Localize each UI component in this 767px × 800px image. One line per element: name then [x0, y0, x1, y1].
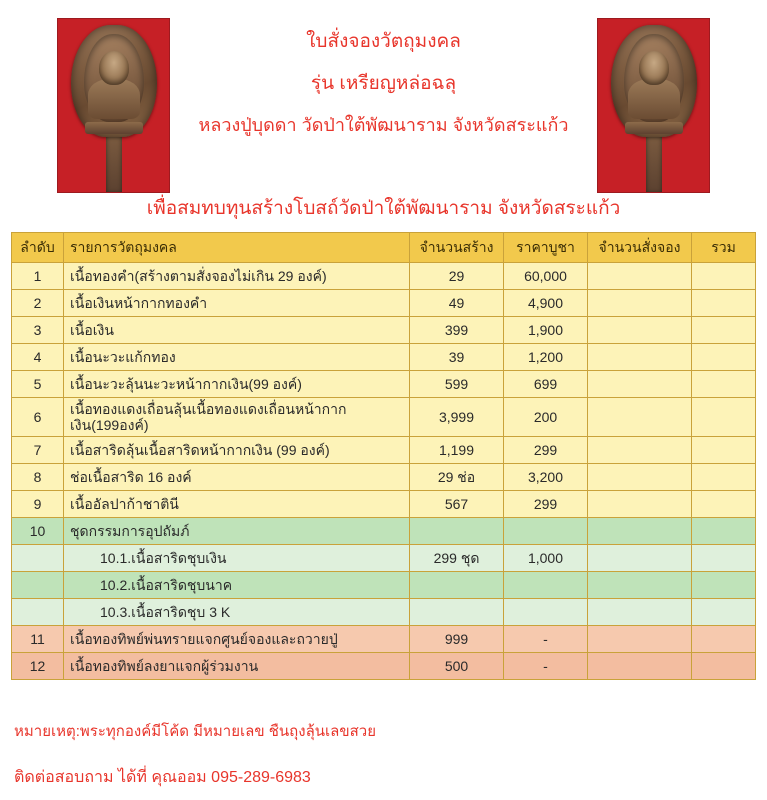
table-row	[12, 398, 756, 437]
cell-desc: เนื้อเงิน	[64, 317, 410, 344]
col-header-desc: รายการวัตถุมงคล	[64, 233, 410, 263]
cell-no: 11	[12, 626, 64, 653]
cell-total[interactable]	[692, 398, 756, 437]
cell-desc: เนื้อนะวะลุ้นนะวะหน้ากากเงิน(99 องค์)	[64, 371, 410, 398]
table-row	[12, 464, 756, 491]
cell-order[interactable]	[588, 437, 692, 464]
cell-price: 1,900	[504, 317, 588, 344]
header	[0, 0, 767, 220]
items-table-head	[12, 233, 756, 263]
cell-desc: เนื้อเงินหน้ากากทองคำ	[64, 290, 410, 317]
footer-contact: ติดต่อสอบถาม ได้ที่ คุณออม 095-289-6983	[14, 769, 311, 786]
cell-price: 1,000	[504, 545, 588, 572]
col-header-made: จำนวนสร้าง	[410, 233, 504, 263]
cell-price: -	[504, 653, 588, 680]
cell-total[interactable]	[692, 371, 756, 398]
cell-made: 500	[410, 653, 504, 680]
table-row	[12, 491, 756, 518]
cell-made: 567	[410, 491, 504, 518]
cell-price: 4,900	[504, 290, 588, 317]
footer	[14, 719, 754, 790]
cell-order[interactable]	[588, 344, 692, 371]
cell-no: 2	[12, 290, 64, 317]
cell-price: 60,000	[504, 263, 588, 290]
cell-no	[12, 545, 64, 572]
cell-total[interactable]	[692, 626, 756, 653]
cell-order[interactable]	[588, 371, 692, 398]
items-table-wrap	[11, 232, 756, 680]
cell-order[interactable]	[588, 653, 692, 680]
cell-order[interactable]	[588, 464, 692, 491]
cell-order[interactable]	[588, 491, 692, 518]
amulet-ribbon-right	[625, 122, 683, 134]
table-row	[12, 263, 756, 290]
cell-desc: เนื้อทองคำ(สร้างตามสั่งจองไม่เกิน 29 องค์)	[64, 263, 410, 290]
cell-no	[12, 599, 64, 626]
cell-price	[504, 599, 588, 626]
cell-price	[504, 518, 588, 545]
table-header-row	[12, 233, 756, 263]
cell-price: 1,200	[504, 344, 588, 371]
cell-price: 3,200	[504, 464, 588, 491]
cell-made: 29 ช่อ	[410, 464, 504, 491]
cell-desc: เนื้ออัลปาก้าชาตินี	[64, 491, 410, 518]
cell-total[interactable]	[692, 599, 756, 626]
cell-total[interactable]	[692, 491, 756, 518]
cell-made	[410, 572, 504, 599]
purpose-subtitle: เพื่อสมทบทุนสร้างโบสถ์วัดป่าใต้พัฒนาราม จังหวัดสระแก้ว	[146, 198, 621, 219]
items-table	[11, 232, 756, 680]
cell-order[interactable]	[588, 572, 692, 599]
cell-desc: ชุดกรรมการอุปถัมภ์	[64, 518, 410, 545]
table-row	[12, 437, 756, 464]
items-table-body	[12, 263, 756, 680]
cell-price: 699	[504, 371, 588, 398]
cell-made: 39	[410, 344, 504, 371]
cell-total[interactable]	[692, 263, 756, 290]
footer-note: หมายเหตุ:พระทุกองค์มีโค้ด มีหมายเลข ชืนถุงลุ้นเลขสวย	[14, 723, 376, 740]
table-row	[12, 545, 756, 572]
cell-made: 3,999	[410, 398, 504, 437]
cell-order[interactable]	[588, 626, 692, 653]
cell-made: 299 ชุด	[410, 545, 504, 572]
cell-order[interactable]	[588, 263, 692, 290]
cell-no	[12, 572, 64, 599]
cell-no: 3	[12, 317, 64, 344]
header-text-block	[140, 30, 627, 154]
table-row	[12, 371, 756, 398]
col-header-order: จำนวนสั่งจอง	[588, 233, 692, 263]
cell-made: 999	[410, 626, 504, 653]
cell-made: 399	[410, 317, 504, 344]
cell-total[interactable]	[692, 518, 756, 545]
cell-desc: 10.2.เนื้อสาริดชุบนาค	[64, 572, 410, 599]
cell-desc: เนื้อสาริดลุ้นเนื้อสาริดหน้ากากเงิน (99 องค์)	[64, 437, 410, 464]
cell-total[interactable]	[692, 572, 756, 599]
amulet-face-left	[99, 51, 129, 85]
table-row	[12, 626, 756, 653]
amulet-tail-left	[106, 131, 122, 193]
cell-no: 6	[12, 398, 64, 437]
temple-title: หลวงปู่บุดดา วัดป่าใต้พัฒนาราม จังหวัดสระแก้ว	[198, 114, 569, 135]
cell-made	[410, 518, 504, 545]
cell-total[interactable]	[692, 653, 756, 680]
amulet-ribbon-left	[85, 122, 143, 134]
cell-desc: 10.1.เนื้อสาริดชุบเงิน	[64, 545, 410, 572]
table-row	[12, 317, 756, 344]
cell-desc: เนื้อนะวะแก้กทอง	[64, 344, 410, 371]
col-header-price: ราคาบูชา	[504, 233, 588, 263]
cell-no: 8	[12, 464, 64, 491]
cell-no: 4	[12, 344, 64, 371]
cell-total[interactable]	[692, 545, 756, 572]
table-row	[12, 290, 756, 317]
cell-order[interactable]	[588, 317, 692, 344]
cell-desc: เนื้อทองทิพย์พ่นทรายแจกศูนย์จองและถวายปู่	[64, 626, 410, 653]
table-row	[12, 344, 756, 371]
cell-desc: 10.3.เนื้อสาริดชุบ 3 K	[64, 599, 410, 626]
amulet-body-left	[88, 79, 140, 119]
cell-order[interactable]	[588, 290, 692, 317]
cell-made: 29	[410, 263, 504, 290]
table-row	[12, 599, 756, 626]
cell-order[interactable]	[588, 398, 692, 437]
cell-made: 49	[410, 290, 504, 317]
cell-total[interactable]	[692, 344, 756, 371]
edition-title: รุ่น เหรียญหล่อฉลุ	[310, 72, 457, 94]
cell-no: 1	[12, 263, 64, 290]
cell-made: 599	[410, 371, 504, 398]
cell-order[interactable]	[588, 599, 692, 626]
cell-price: 299	[504, 491, 588, 518]
amulet-body-right	[628, 79, 680, 119]
col-header-total: รวม	[692, 233, 756, 263]
cell-made	[410, 599, 504, 626]
cell-no: 5	[12, 371, 64, 398]
cell-price	[504, 572, 588, 599]
cell-price: 200	[504, 398, 588, 437]
cell-price: 299	[504, 437, 588, 464]
cell-desc: เนื้อทองทิพย์ลงยาแจกผู้ร่วมงาน	[64, 653, 410, 680]
table-row	[12, 518, 756, 545]
table-row	[12, 572, 756, 599]
cell-total[interactable]	[692, 290, 756, 317]
col-header-no: ลำดับ	[12, 233, 64, 263]
cell-desc: เนื้อทองแดงเถื่อนลุ้นเนื้อทองแดงเถื่อนหน้ากากเงิน(199องค์)	[64, 398, 410, 437]
cell-no: 7	[12, 437, 64, 464]
cell-total[interactable]	[692, 317, 756, 344]
amulet-face-right	[639, 51, 669, 85]
cell-desc: ช่อเนื้อสาริด 16 องค์	[64, 464, 410, 491]
cell-made: 1,199	[410, 437, 504, 464]
cell-no: 12	[12, 653, 64, 680]
cell-no: 10	[12, 518, 64, 545]
cell-total[interactable]	[692, 464, 756, 491]
cell-order[interactable]	[588, 545, 692, 572]
cell-price: -	[504, 626, 588, 653]
cell-order[interactable]	[588, 518, 692, 545]
page-title: ใบสั่งจองวัตถุมงคล	[306, 31, 461, 52]
cell-total[interactable]	[692, 437, 756, 464]
table-row	[12, 653, 756, 680]
cell-no: 9	[12, 491, 64, 518]
amulet-tail-right	[646, 131, 662, 193]
